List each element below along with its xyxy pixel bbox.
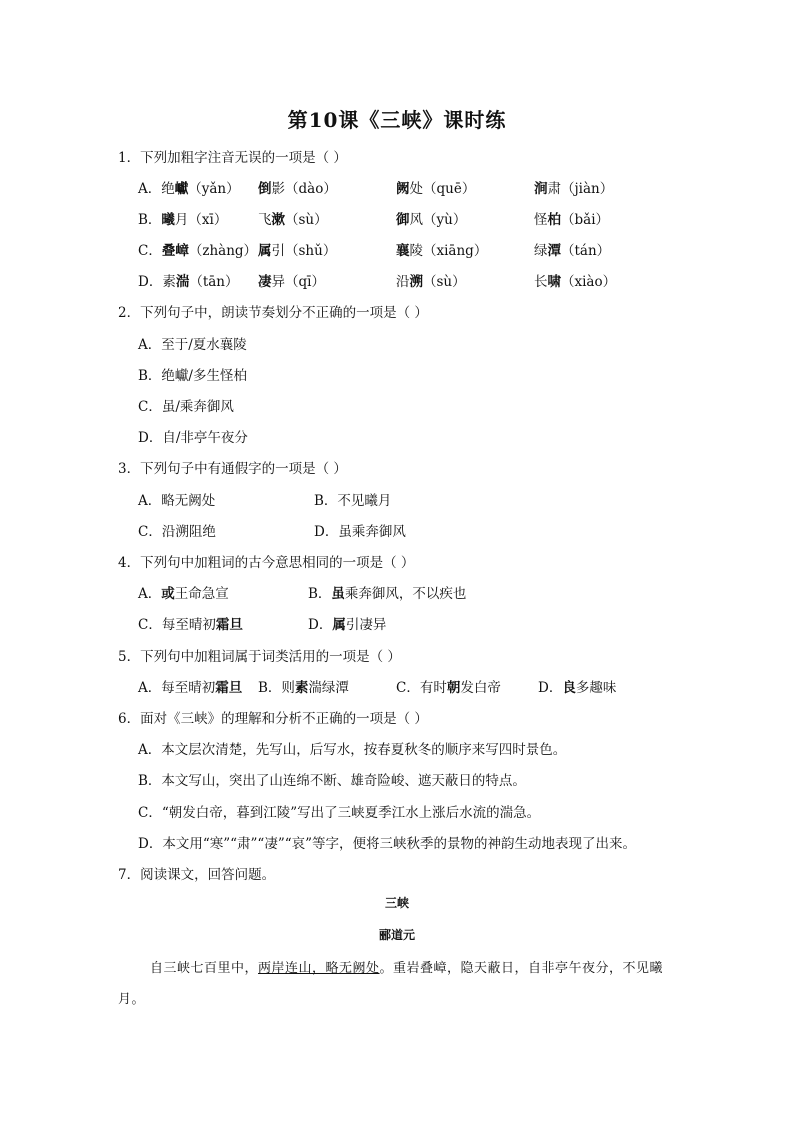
question-1-option-d-1: D．素湍（tān） bbox=[138, 274, 239, 290]
question-2-option-a: A．至于/夏水襄陵 bbox=[138, 337, 247, 353]
passage-line-1: 自三峡七百里中，两岸连山，略无阙处。重岩叠嶂，隐天蔽日，自非亭午夜分，不见曦 bbox=[150, 961, 664, 976]
question-1-option-b-3: 御风（yù） bbox=[396, 212, 467, 228]
question-4-option-a: A．或王命急宣 bbox=[138, 586, 229, 602]
page-title: 第10课《三峡》课时练 bbox=[287, 108, 507, 132]
underlined-phrase: 两岸连山，略无阙处 bbox=[258, 961, 380, 976]
question-4-option-b: B．虽乘奔御风，不以疾也 bbox=[308, 586, 467, 602]
question-2-option-b: B．绝巘/多生怪柏 bbox=[138, 368, 247, 384]
question-6-option-a: A．本文层次清楚，先写山，后写水，按春夏秋冬的顺序来写四时景色。 bbox=[138, 742, 567, 758]
question-1-option-a-2: 倒影（dào） bbox=[258, 181, 337, 197]
question-6-stem: 6．面对《三峡》的理解和分析不正确的一项是（ ） bbox=[118, 711, 428, 727]
question-4-stem: 4．下列句中加粗词的古今意思相同的一项是（ ） bbox=[118, 555, 415, 571]
question-1-option-c-1: C．叠嶂（zhàng） bbox=[138, 243, 258, 259]
question-5-stem: 5．下列句中加粗词属于词类活用的一项是（ ） bbox=[118, 649, 401, 665]
question-1-option-c-2: 属引（shǔ） bbox=[258, 243, 337, 259]
question-3-option-d: D．虽乘奔御风 bbox=[314, 524, 406, 540]
question-3-stem: 3．下列句子中有通假字的一项是（ ） bbox=[118, 461, 347, 477]
question-1-option-b-4: 怪柏（bǎi） bbox=[534, 212, 610, 228]
passage-author: 郦道元 bbox=[378, 928, 415, 942]
question-6-option-c: C．“朝发白帝，暮到江陵”写出了三峡夏季江水上涨后水流的湍急。 bbox=[138, 805, 541, 821]
question-2-option-c: C．虽/乘奔御风 bbox=[138, 399, 234, 415]
passage-line-2: 月。 bbox=[118, 992, 146, 1007]
passage-title: 三峡 bbox=[384, 896, 409, 910]
question-1-option-d-4: 长啸（xiào） bbox=[534, 274, 617, 290]
question-1-option-b-2: 飞漱（sù） bbox=[258, 212, 328, 228]
question-4-option-c: C．每至晴初霜旦 bbox=[138, 617, 243, 633]
question-3-option-a: A．略无阙处 bbox=[138, 493, 216, 509]
question-3-option-c: C．沿溯阻绝 bbox=[138, 524, 216, 540]
question-5-option-c: C．有时朝发白帝 bbox=[396, 680, 501, 696]
question-2-stem: 2．下列句子中，朗读节奏划分不正确的一项是（ ） bbox=[118, 305, 428, 321]
question-5-option-b: B．则素湍绿潭 bbox=[258, 680, 349, 696]
question-1-stem: 1．下列加粗字注音无误的一项是（ ） bbox=[118, 150, 347, 166]
question-1-option-c-4: 绿潭（tán） bbox=[534, 243, 611, 259]
question-2-option-d: D．自/非亭午夜分 bbox=[138, 430, 248, 446]
question-3-option-b: B．不见曦月 bbox=[314, 493, 392, 509]
question-5-option-a: A．每至晴初霜旦 bbox=[138, 680, 243, 696]
question-1-option-a-1: A．绝巘（yǎn） bbox=[138, 181, 240, 197]
question-1-option-c-3: 襄陵（xiāng） bbox=[396, 243, 488, 259]
question-6-option-b: B．本文写山，突出了山连绵不断、雄奇险峻、遮天蔽日的特点。 bbox=[138, 773, 526, 789]
question-1-option-b-1: B．曦月（xī） bbox=[138, 212, 228, 228]
question-6-option-d: D．本文用“寒”“肃”“凄”“哀”等字，便将三峡秋季的景物的神韵生动地表现了出来。 bbox=[138, 836, 637, 852]
question-1-option-d-2: 凄异（qī） bbox=[258, 274, 325, 290]
question-1-option-a-4: 涧肃（jiàn） bbox=[534, 181, 614, 197]
question-5-option-d: D．良多趣味 bbox=[538, 680, 617, 696]
question-7-stem: 7．阅读课文，回答问题。 bbox=[118, 867, 276, 883]
question-4-option-d: D．属引凄异 bbox=[308, 617, 387, 633]
question-1-option-d-3: 沿溯（sù） bbox=[396, 274, 466, 290]
question-1-option-a-3: 阙处（quē） bbox=[396, 181, 476, 197]
